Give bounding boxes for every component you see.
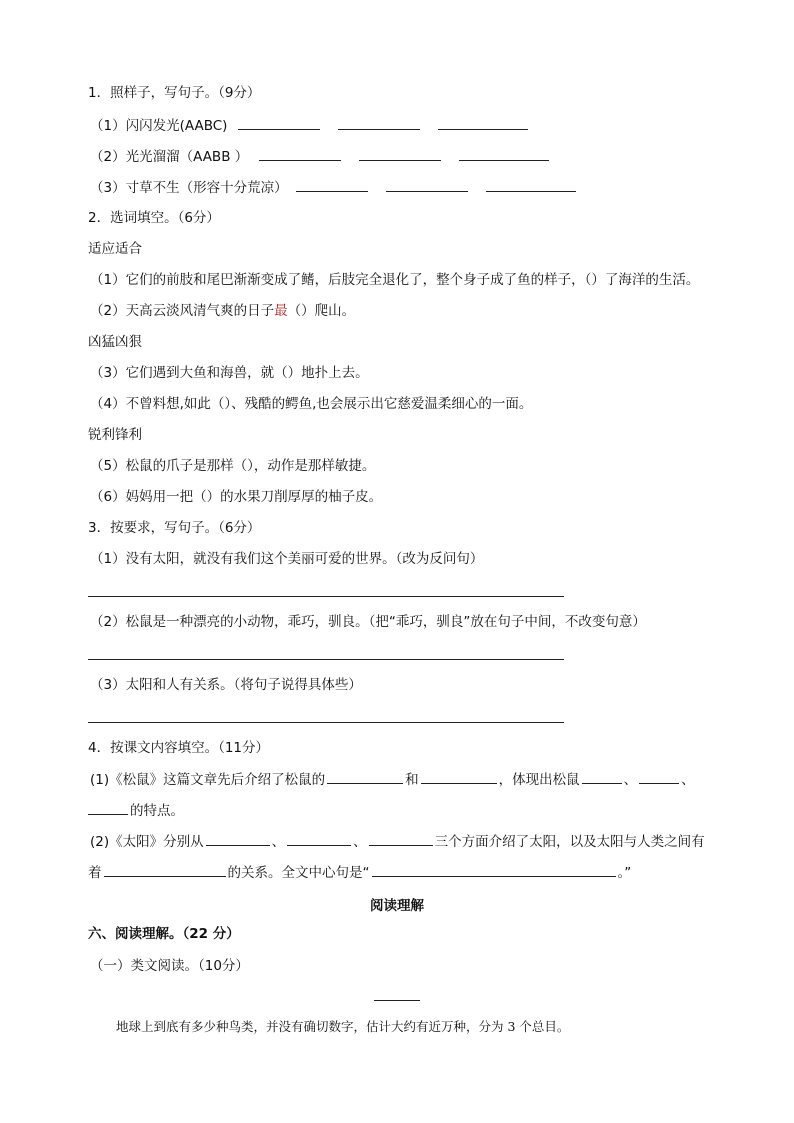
q2-item-5: （5）松鼠的爪子是那样（），动作是那样敏捷。 [90, 458, 376, 474]
answer-blank[interactable] [206, 832, 270, 846]
answer-line[interactable] [88, 722, 564, 723]
q1-item-1-text: （1）闪闪发光(AABC) [90, 118, 228, 134]
q4-sep: 、 [681, 772, 695, 788]
q4-item-2-text: (2)《太阳》分别从 [90, 834, 204, 850]
answer-blank[interactable] [359, 147, 441, 161]
answer-blank[interactable] [88, 801, 128, 815]
q3-item-1: （1）没有太阳，就没有我们这个美丽可爱的世界。（改为反问句） [90, 551, 484, 567]
q2-word-group-2: 凶猛凶狠 [88, 334, 142, 350]
answer-blank[interactable] [486, 178, 576, 192]
q4-item-1-and: 和 [405, 772, 419, 788]
answer-blank[interactable] [438, 116, 528, 130]
q4-item-2-zhe: 着 [88, 865, 102, 881]
q4-sep: 、 [271, 834, 286, 850]
answer-line[interactable] [88, 659, 564, 660]
q1-item-1 [90, 116, 530, 135]
answer-blank[interactable] [259, 147, 341, 161]
q2-word-group-1: 适应适合 [88, 241, 142, 257]
answer-blank[interactable] [386, 178, 468, 192]
answer-blank[interactable] [287, 832, 351, 846]
six-sub: （一）类文阅读。（10分） [90, 958, 249, 974]
q1-item-3 [90, 178, 578, 197]
q2-item-2-highlight: 最 [274, 303, 288, 319]
q4-item-2-text-2: 三个方面介绍了太阳，以及太阳与人类之间有 [434, 834, 705, 850]
q4-item-1-text: (1)《松鼠》这篇文章先后介绍了松鼠的 [90, 772, 326, 788]
q4-sep: 、 [623, 772, 638, 788]
q1-item-2-text: （2）光光溜溜（AABB ） [90, 149, 249, 165]
q4-item-1-cont [88, 801, 184, 820]
q2-item-2-tail: （）爬山。 [287, 303, 356, 319]
q2-item-6: （6）妈妈用一把（）的水果刀削厚厚的柚子皮。 [90, 489, 383, 505]
q3-title: 3．按要求，写句子。（6分） [88, 520, 261, 536]
q1-item-2 [90, 147, 551, 166]
answer-blank[interactable] [338, 116, 420, 130]
answer-blank[interactable] [296, 178, 368, 192]
q4-item-2-end: 。” [617, 865, 632, 881]
q4-item-1-text-2: ，体现出松鼠 [498, 772, 580, 788]
six-title: 六、阅读理解。（22 分） [88, 926, 240, 942]
q2-item-2 [90, 302, 355, 320]
q1-item-3-text: （3）寸草不生（形容十分荒凉） [90, 180, 288, 196]
answer-blank[interactable] [372, 863, 616, 877]
answer-blank[interactable] [582, 770, 622, 784]
answer-blank[interactable] [639, 770, 679, 784]
q3-item-3: （3）太阳和人有关系。（将句子说得具体些） [90, 677, 362, 693]
q4-item-1-end: 的特点。 [130, 803, 184, 819]
q4-item-1 [90, 770, 695, 789]
answer-blank[interactable] [104, 863, 226, 877]
q2-item-2-text: （2）天高云淡风清气爽的日子 [90, 303, 275, 319]
q4-item-2 [90, 832, 705, 851]
answer-line[interactable] [88, 596, 564, 597]
passage-title-blank[interactable] [374, 1000, 420, 1001]
q4-sep: 、 [353, 834, 367, 850]
q2-title: 2．选词填空。（6分） [88, 210, 220, 226]
q4-item-2-text-3: 的关系。全文中心句是“ [227, 865, 370, 881]
answer-blank[interactable] [238, 116, 320, 130]
q2-word-group-3: 锐利锋利 [88, 427, 142, 443]
section-title: 阅读理解 [370, 898, 424, 914]
q3-item-2: （2）松鼠是一种漂亮的小动物，乖巧，驯良。（把“乖巧，驯良”放在句子中间，不改变句意） [90, 614, 646, 630]
passage-paragraph: 地球上到底有多少种鸟类，并没有确切数字，估计大约有近万种，分为 3 个总目。 [116, 1019, 570, 1034]
q2-item-3: （3）它们遇到大鱼和海兽，就（）地扑上去。 [90, 365, 369, 381]
answer-blank[interactable] [327, 770, 403, 784]
q4-title: 4．按课文内容填空。（11分） [88, 740, 270, 756]
answer-blank[interactable] [421, 770, 497, 784]
q2-item-1: （1）它们的前肢和尾巴渐渐变成了鳍，后肢完全退化了，整个身子成了鱼的样子，（）了海洋的生活。 [90, 272, 700, 288]
answer-blank[interactable] [459, 147, 549, 161]
q2-item-4: （4）不曾料想,如此（）、残酷的鳄鱼,也会展示出它慈爱温柔细心的一面。 [90, 396, 533, 412]
q4-item-2-cont [88, 863, 631, 882]
answer-blank[interactable] [369, 832, 433, 846]
q1-title: 1．照样子，写句子。（9分） [88, 85, 261, 101]
